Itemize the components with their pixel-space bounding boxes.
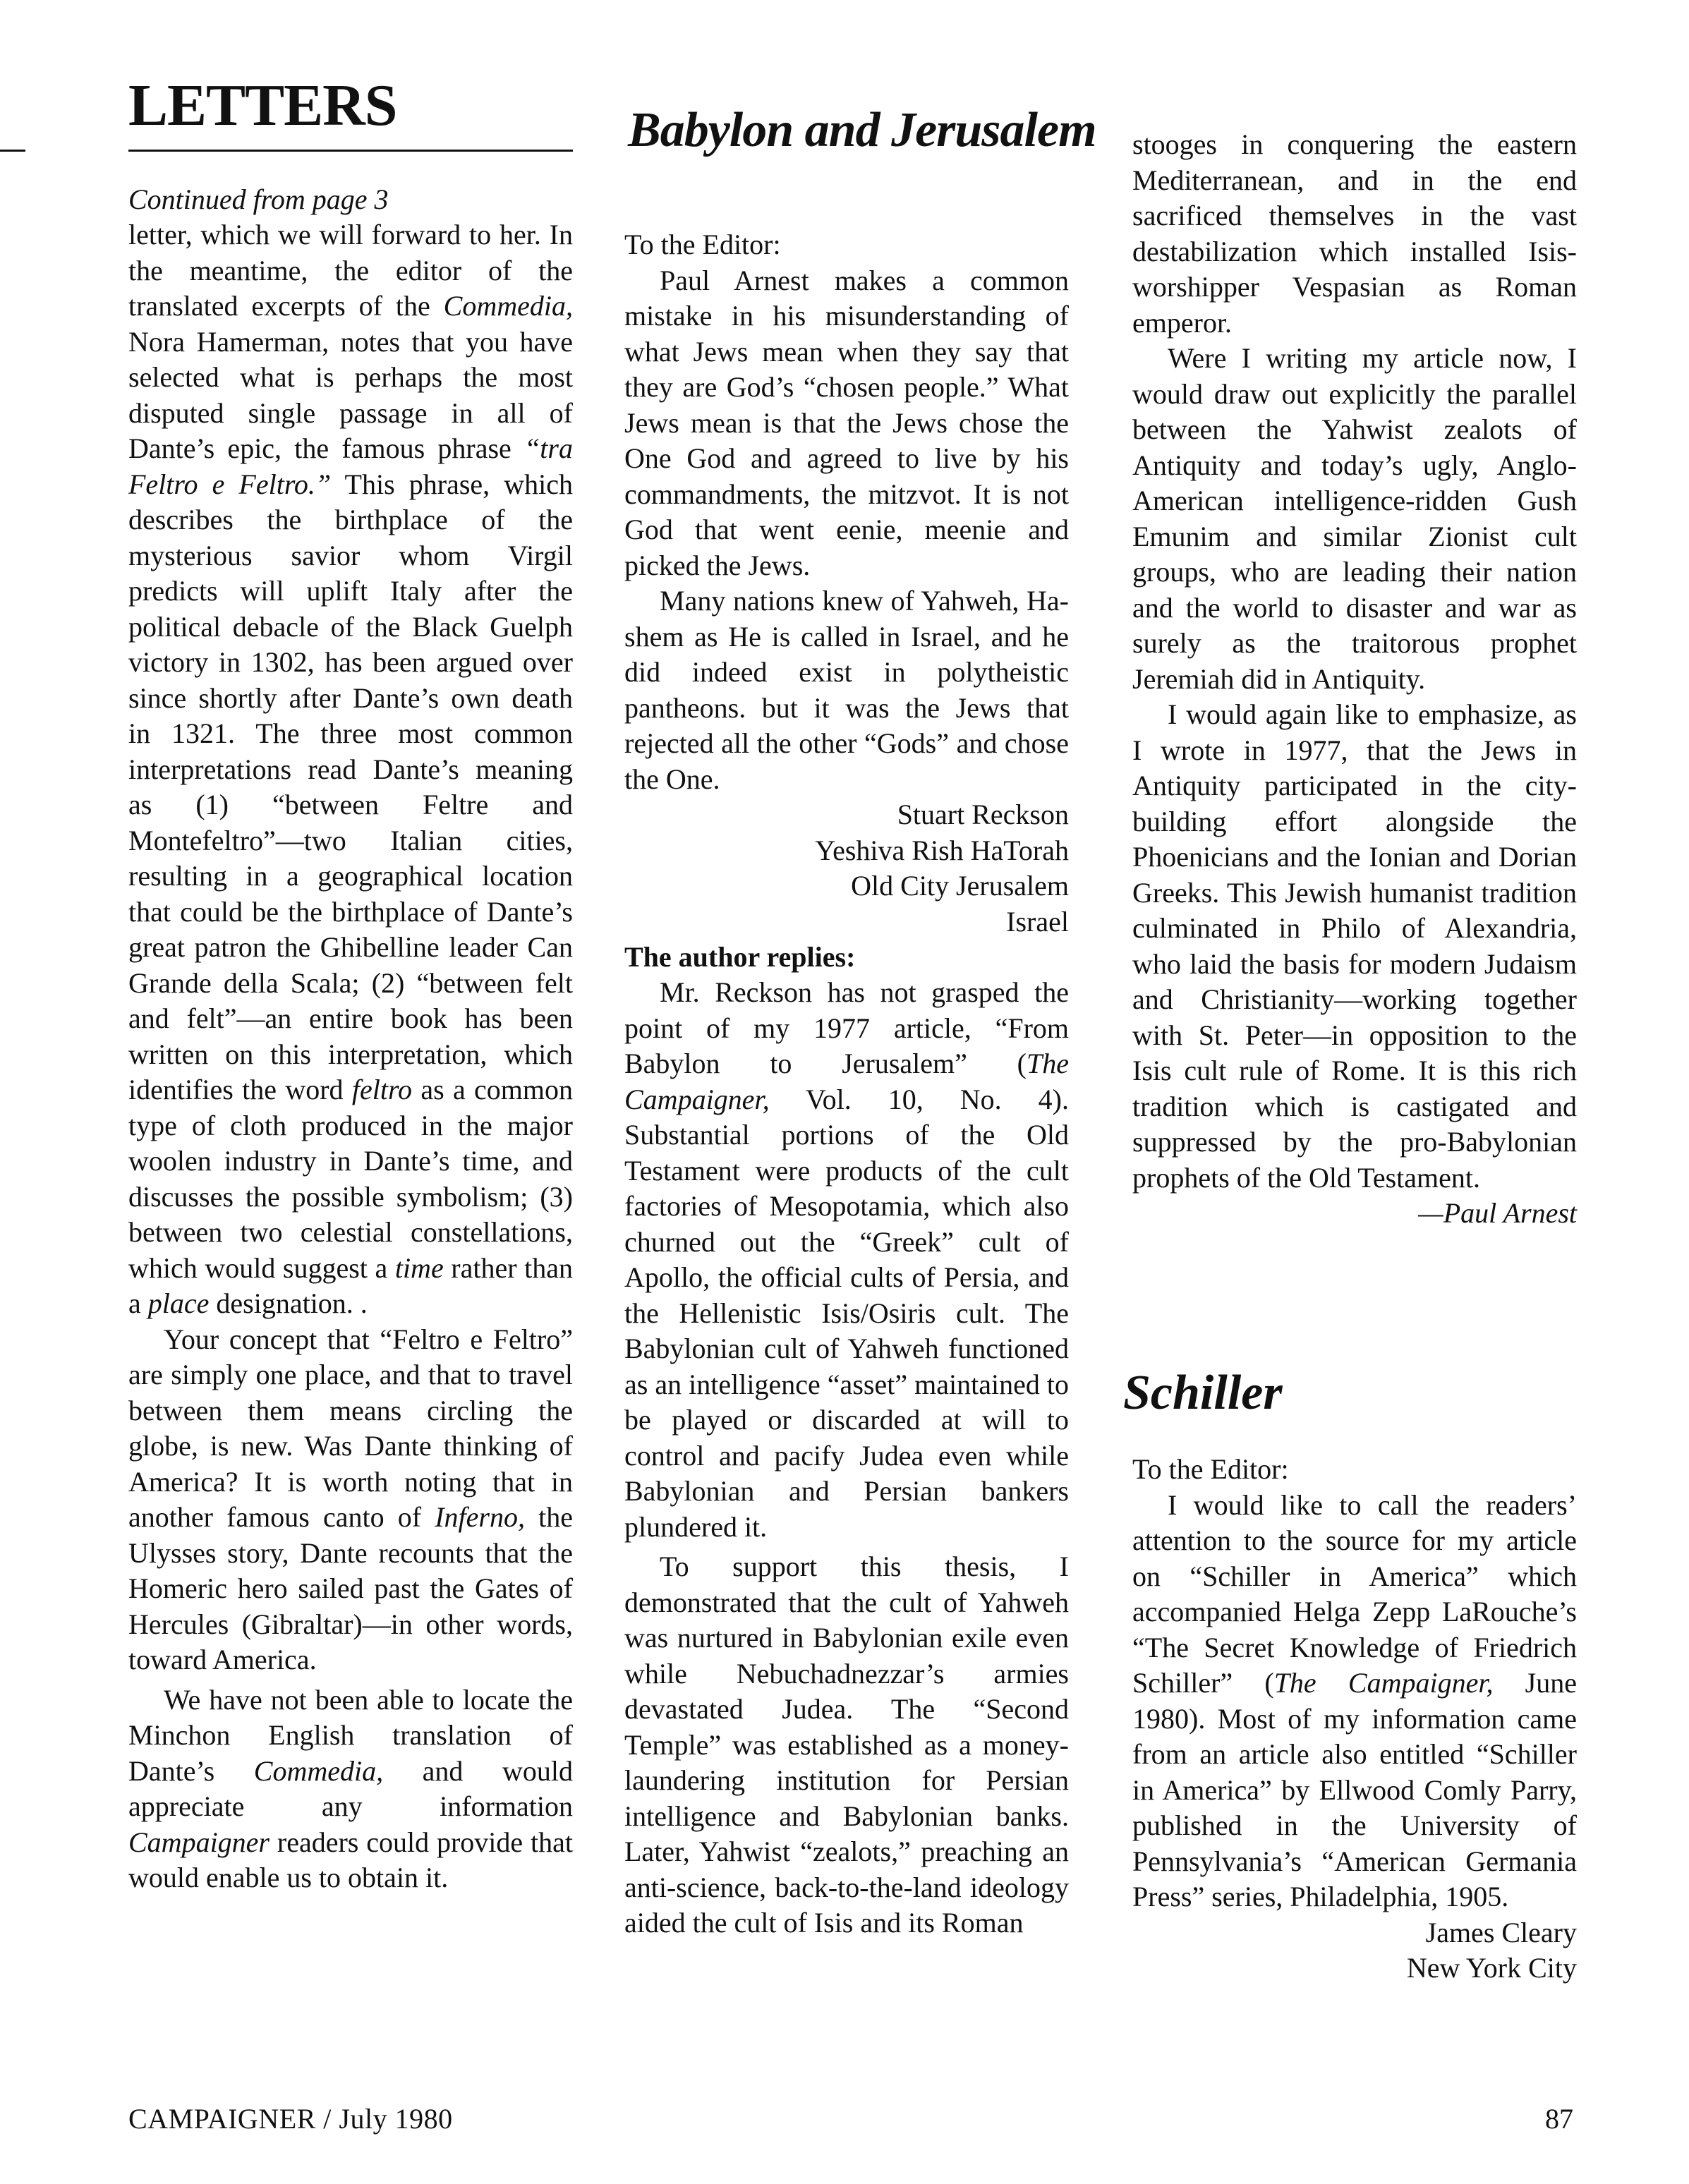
schiller-letter xyxy=(1132,1452,1577,1986)
text-run: June 1980). Most of my information came from an article also entitled “Schiller in America” by Ellwood Comly Parry, published in the University of Pennsylvania’s “American Germania Press” series, Philadelphia, 1905. xyxy=(1132,1667,1577,1912)
signature-line: Old City Jerusalem xyxy=(851,870,1069,902)
signature-line: Yeshiva Rish HaTorah xyxy=(815,834,1069,866)
italic-run: feltro xyxy=(351,1074,413,1105)
footer-publication: CAMPAIGNER / July 1980 xyxy=(128,2103,453,2135)
left-paragraph-3 xyxy=(128,1682,573,1896)
text-run: Your concept that “Feltro e Feltro” are simply one place, and that to travel between them means circling the globe, is new. Was Dante thinking of America? It is worth noting that in another famous canto of xyxy=(128,1323,573,1533)
signature-line: New York City xyxy=(1406,1952,1577,1984)
right-paragraph-2: Were I writing my article now, I would draw out explicitly the parallel between the Yahwist zealots of Antiquity and today’s ugly, Anglo-American intelligence-ridden Gush Emunim and similar Zionist cult groups, who are leading their nation and the world to disaster and war as surely as the traitorous prophet Jeremiah did in Antiquity. xyxy=(1132,342,1577,695)
author-attribution: —Paul Arnest xyxy=(1418,1197,1577,1229)
right-paragraph-3: I would again like to emphasize, as I wrote in 1977, that the Jews in Antiquity participated in the city-building effort alongside the Phoenicians and the Ionian and Dorian Greeks. This Jewish humanist tradition culminated in Philo of Alexandria, who laid the basis for modern Judaism and Christianity—working together with St. Peter—in opposition to the Isis cult rule of Rome. It is this rich tradition which is castigated and suppressed by the pro-Babylonian prophets of the Old Testament. xyxy=(1132,698,1577,1194)
left-paragraph-2 xyxy=(128,1322,573,1678)
italic-run: The Campaigner, xyxy=(1273,1667,1494,1699)
continued-note: Continued from page 3 xyxy=(128,183,389,215)
salutation: To the Editor: xyxy=(1132,1453,1289,1485)
signature-line: Stuart Reckson xyxy=(897,799,1069,830)
article-title-babylon: Babylon and Jerusalem xyxy=(628,103,1096,157)
text-run: designation. . xyxy=(209,1287,368,1319)
text-run: Mr. Reckson has not grasped the point of my 1977 article, “From Babylon to Jerusalem” ( xyxy=(624,976,1069,1079)
left-column xyxy=(128,182,573,1896)
text-run: the Ulysses story, Dante recounts that the Homeric hero sailed past the Gates of Hercules (Gibraltar)—in other words, toward America. xyxy=(128,1501,573,1675)
italic-run: “tra Feltro e Feltro.” xyxy=(128,432,573,500)
text-run: as a common type of cloth produced in the major woolen industry in Dante’s time, and discusses the possible symbolism; (3) between two celestial constellations, which would suggest a xyxy=(128,1074,573,1284)
section-rule xyxy=(128,150,573,152)
middle-paragraph-4: To support this thesis, I demonstrated that the cult of Yahweh was nurtured in Babylonian exile even while Nebuchadnezzar’s armies devastated Judea. The “Second Temple” was established as a money-laundering institution for Persian intelligence and Babylonian banks. Later, Yahwist “zealots,” preaching an anti-science, back-to-the-land ideology aided the cult of Isis and its Roman xyxy=(624,1551,1069,1939)
page-number: 87 xyxy=(1545,2103,1573,2135)
text-run: We have not been able to locate the Minchon English translation of Dante’s xyxy=(128,1683,573,1787)
right-column xyxy=(1132,127,1577,1232)
left-paragraph-1 xyxy=(128,217,573,1322)
middle-paragraph-2: Many nations knew of Yahweh, Ha-shem as He is called in Israel, and he did indeed exist in polytheistic pantheons. but it was the Jews that rejected all the other “Gods” and chose the One. xyxy=(624,585,1069,795)
text-run: This phrase, which describes the birthplace of the mysterious savior whom Virgil predicts will uplift Italy after the political debacle of the Black Guelph victory in 1302, has been argued over since shortly after Dante’s own death in 1321. The three most common interpretations read Dante’s meaning as (1) “between Feltre and Montefeltro”—two Italian cities, resulting in a geographical location that could be the birthplace of Dante’s great patron the Ghibelline leader Can Grande della Scala; (2) “between felt and felt”—an entire book has been written on this interpretation, which identifies the word xyxy=(128,468,573,1105)
italic-run: Commedia, xyxy=(443,290,573,322)
text-run: letter, which we will forward to her. In the meantime, the editor of the translated excerpts of the xyxy=(128,219,573,322)
text-run: readers could provide that would enable us to obtain it. xyxy=(128,1826,573,1893)
signature-line: James Cleary xyxy=(1425,1916,1577,1948)
italic-run: Commedia, xyxy=(253,1754,384,1787)
text-run: I would like to call the readers’ attention to the source for my article on “Schiller in America” which accompanied Helga Zepp LaRouche’s “The Secret Knowledge of Friedrich Schiller” ( xyxy=(1132,1488,1577,1699)
italic-run: Campaigner xyxy=(128,1826,270,1858)
middle-column xyxy=(624,227,1069,1941)
text-run: Vol. 10, No. 4). Substantial portions of the Old Testament were products of the cult factories of Mesopotamia, which also churned out the “Greek” cult of Apollo, the official cults of Persia, and the Hellenistic Isis/Osiris cult. The Babylonian cult of Yahweh functioned as an intelligence “asset” maintained to be played or discarded at will to control and pacify Judea even while Babylonian and Persian bankers plundered it. xyxy=(624,1083,1069,1543)
signature-line: Israel xyxy=(1006,905,1069,938)
middle-paragraph-3 xyxy=(624,975,1069,1545)
text-run: Nora Hamerman, notes that you have selected what is perhaps the most disputed single passage in all of Dante’s epic, the famous phrase xyxy=(128,325,573,464)
italic-run: time xyxy=(394,1251,444,1284)
italic-run: The Campaigner, xyxy=(624,1048,1069,1115)
middle-paragraph-1: Paul Arnest makes a common mistake in his misunderstanding of what Jews mean when they say that they are God’s “chosen people.” What Jews mean is that the Jews chose the One God and agreed to live by his commandments, the mitzvot. It is not God that went eenie, meenie and picked the Jews. xyxy=(624,264,1069,581)
text-run: and would appreciate any information xyxy=(128,1754,573,1822)
italic-run: Inferno, xyxy=(435,1501,525,1533)
article-title-schiller: Schiller xyxy=(1123,1366,1283,1420)
salutation: To the Editor: xyxy=(624,229,781,260)
reply-heading: The author replies: xyxy=(624,941,856,973)
schiller-paragraph xyxy=(1132,1488,1577,1915)
section-title: LETTERS xyxy=(128,73,397,138)
right-paragraph-1: stooges in conquering the eastern Mediterranean, and in the end sacrificed themselves in the vast destabilization which installed Isis-worshipper Vespasian as Roman emperor. xyxy=(1132,128,1577,339)
margin-mark xyxy=(0,150,25,152)
text-run: rather than a xyxy=(128,1251,573,1319)
italic-run: place xyxy=(147,1287,210,1319)
